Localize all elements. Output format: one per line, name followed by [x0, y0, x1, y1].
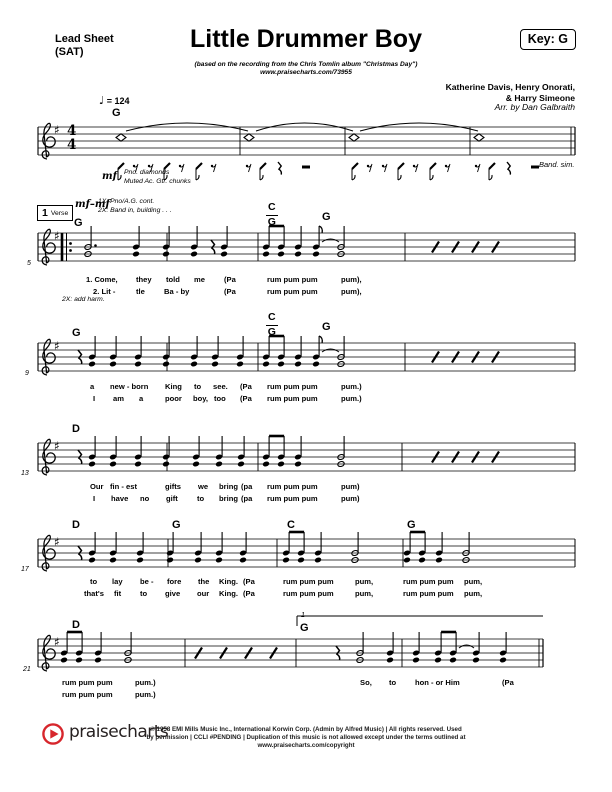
lyric-syllable-v1: So, [360, 678, 372, 687]
lyric-syllable-v1: pum.) [341, 382, 362, 391]
key-signature-sharp-icon: ♯ [54, 123, 60, 137]
lyric-syllable-v1: rum pum pum [267, 275, 318, 284]
lyric-syllable-v2: bring [219, 494, 238, 503]
lyric-syllable-v2: pum.) [341, 394, 362, 403]
performance-annotation: Pno. diamonds [124, 169, 170, 176]
lyric-syllable-v1: fore [167, 577, 182, 586]
praisecharts-wordmark: praisecharts [69, 722, 169, 742]
lyric-syllable-v2: poor [165, 394, 182, 403]
performance-annotation: Band. sim. [539, 160, 575, 169]
lyric-syllable-v2: pum) [341, 494, 360, 503]
chord-symbol-slash [266, 202, 278, 228]
lyric-syllable-v2: King. [219, 589, 238, 598]
lyric-syllable-v2: am [113, 394, 124, 403]
lyric-syllable-v2: rum pum pum [267, 494, 318, 503]
key-signature-sharp-icon: ♯ [54, 635, 60, 649]
measure-number: 21 [23, 666, 31, 673]
verse-section-box [37, 205, 73, 221]
key-signature-sharp-icon: ♯ [54, 535, 60, 549]
dynamic-marking: mf–mf [75, 199, 110, 210]
authors-line2: & Harry Simeone [505, 93, 575, 104]
chord-bass: G [267, 215, 276, 228]
lyric-syllable-v1: pum) [341, 482, 360, 491]
performance-annotation: 1X: Pno/A.G. cont. [98, 198, 155, 205]
lyric-syllable-v1: (pa [241, 482, 253, 491]
authors-line1: Katherine Davis, Henry Onorati, [445, 82, 575, 92]
tempo-marking [99, 95, 130, 106]
lyric-syllable-v1: new - born [110, 382, 149, 391]
lyric-syllable-v2: (Pa [224, 287, 236, 296]
key-signature-sharp-icon: ♯ [54, 439, 60, 453]
lyric-syllable-v2: our [197, 589, 210, 598]
section-number: 1 [42, 207, 48, 219]
lyric-syllable-v1: rum pum pum [267, 482, 318, 491]
lyric-syllable-v1: lay [112, 577, 123, 586]
staff-system-4 [38, 436, 575, 475]
arranger: Arr. by Dan Galbraith [494, 102, 575, 112]
lyric-syllable-v1: to [389, 678, 397, 687]
chord-symbol: G [407, 519, 416, 531]
staff-system-6 [38, 616, 543, 671]
lyric-syllable-v1: pum, [355, 577, 374, 586]
chord-symbol: D [72, 423, 80, 435]
chord-symbol: G [322, 321, 331, 333]
lyric-syllable-v2: have [111, 494, 129, 503]
lyric-syllable-v1: King. [219, 577, 238, 586]
chord-symbol: G [74, 217, 83, 229]
chord-symbol: G [72, 327, 81, 339]
lyric-syllable-v2: rum pum pum [267, 287, 318, 296]
section-label: Verse [50, 210, 69, 217]
lyric-syllable-v2: a [139, 394, 144, 403]
lyric-syllable-v1: King [165, 382, 182, 391]
dynamic-marking: mf [102, 171, 117, 182]
voicing-text: (SAT) [55, 46, 84, 59]
performance-annotation: 2X: add harm. [62, 296, 105, 303]
lyric-syllable-v2: give [165, 589, 181, 598]
chord-symbol: G [300, 622, 309, 634]
lyric-syllable-v1: rum pum pum [403, 577, 454, 586]
lyric-syllable-v1: rum pum pum [62, 678, 113, 687]
measure-number: 9 [25, 370, 29, 377]
lyric-syllable-v2: rum pum pum [403, 589, 454, 598]
chord-symbol: C [287, 519, 295, 531]
lyric-syllable-v1: pum.) [135, 678, 156, 687]
lyric-syllable-v2: 2. Lit - [93, 287, 116, 296]
lyric-syllable-v1: (Pa [243, 577, 255, 586]
lyric-syllable-v1: 1. Come, [86, 275, 118, 284]
measure-number: 13 [21, 470, 29, 477]
lyric-syllable-v2: to [197, 494, 205, 503]
staff-system-1 [38, 123, 575, 180]
praisecharts-logo-icon [40, 721, 67, 748]
lyric-syllable-v2: rum pum pum [283, 589, 334, 598]
chord-symbol: D [72, 519, 80, 531]
lyric-syllable-v2: no [140, 494, 150, 503]
lyric-syllable-v1: rum pum pum [267, 382, 318, 391]
sheet-type-text: Lead Sheet [55, 33, 114, 45]
lyric-syllable-v2: rum pum pum [267, 394, 318, 403]
song-title: Little Drummer Boy [190, 25, 422, 53]
tempo-value: = 124 [106, 96, 130, 106]
chord-symbol: G [322, 211, 331, 223]
subtitle-url: www.praisecharts.com/73955 [260, 69, 352, 76]
copyright-block [126, 726, 486, 750]
lyric-syllable-v2: boy, [193, 394, 209, 403]
lyric-syllable-v1: fin - est [110, 482, 138, 491]
quarter-note-icon: ♩ [99, 94, 105, 107]
lyric-syllable-v1: they [136, 275, 152, 284]
lyric-syllable-v2: (pa [241, 494, 253, 503]
lyric-syllable-v2: Ba - by [164, 287, 190, 296]
lyric-syllable-v2: gift [166, 494, 178, 503]
copyright-line3: www.praisecharts.com/copyright [257, 742, 355, 750]
lyric-syllable-v2: pum), [341, 287, 362, 296]
lyric-syllable-v2: fit [114, 589, 122, 598]
lyric-syllable-v1: the [198, 577, 210, 586]
time-signature-bottom: 4 [67, 137, 77, 153]
lyric-syllable-v2: pum.) [135, 690, 156, 699]
subtitle-recording: (based on the recording from the Chris Tomlin album "Christmas Day") [194, 61, 418, 68]
lyric-syllable-v2: pum, [355, 589, 374, 598]
copyright-line1: © 1958 EMI Mills Music Inc., International Korwin Corp. (Admin by Alfred Music) | All rights reserved. Used [150, 726, 462, 733]
lyric-syllable-v2: that's [84, 589, 104, 598]
chord-bass: G [267, 325, 276, 338]
lyric-syllable-v1: me [194, 275, 205, 284]
lyric-syllable-v1: a [90, 382, 95, 391]
lyric-syllable-v1: to [194, 382, 202, 391]
lyric-syllable-v1: rum pum pum [283, 577, 334, 586]
measure-number: 1 [301, 612, 305, 619]
staff-system-2 [38, 226, 575, 265]
lyric-syllable-v2: I [93, 494, 96, 503]
lyric-syllable-v2: rum pum pum [62, 690, 113, 699]
copyright-line2: by permission | CCLI #PENDING | Duplication of this music is not allowed except under the terms outlined at [146, 734, 466, 742]
chord-upper: C [266, 312, 278, 326]
lyric-syllable-v2: I [93, 394, 96, 403]
lyric-syllable-v2: (Pa [240, 394, 252, 403]
time-signature-top: 4 [67, 123, 77, 139]
lyric-syllable-v1: (Pa [240, 382, 252, 391]
chord-symbol: D [72, 619, 80, 631]
performance-annotation: Muted Ac. Gtr. chunks [124, 178, 191, 185]
lyric-syllable-v2: tle [136, 287, 145, 296]
chord-symbol: G [112, 107, 121, 119]
chord-symbol: G [172, 519, 181, 531]
performance-annotation: 2X: Band in, building . . . [98, 207, 172, 214]
lyric-syllable-v2: too [214, 394, 226, 403]
lyric-syllable-v1: to [90, 577, 98, 586]
lyric-syllable-v1: we [198, 482, 209, 491]
authors [446, 82, 575, 104]
lyric-syllable-v1: pum), [341, 275, 362, 284]
key-badge: Key: G [520, 29, 576, 50]
measure-number: 17 [21, 566, 29, 573]
lyric-syllable-v1: (Pa [502, 678, 514, 687]
key-signature-sharp-icon: ♯ [54, 339, 60, 353]
lyric-syllable-v2: (Pa [243, 589, 255, 598]
lyric-syllable-v1: pum, [464, 577, 483, 586]
lyric-syllable-v1: see. [213, 382, 228, 391]
measure-number: 5 [27, 260, 31, 267]
lyric-syllable-v1: bring [219, 482, 238, 491]
lyric-syllable-v1: hon - or Him [415, 678, 460, 687]
staff-system-5 [38, 532, 575, 571]
lyric-syllable-v1: told [166, 275, 180, 284]
lyric-syllable-v1: gifts [165, 482, 182, 491]
lyric-syllable-v1: (Pa [224, 275, 236, 284]
lyric-syllable-v1: be - [140, 577, 154, 586]
chord-symbol-slash [266, 312, 278, 338]
lyric-syllable-v1: Our [90, 482, 104, 491]
chord-upper: C [266, 202, 278, 216]
lyric-syllable-v2: pum, [464, 589, 483, 598]
lyric-syllable-v2: to [140, 589, 148, 598]
staff-system-3 [38, 336, 575, 375]
key-signature-sharp-icon: ♯ [54, 229, 60, 243]
